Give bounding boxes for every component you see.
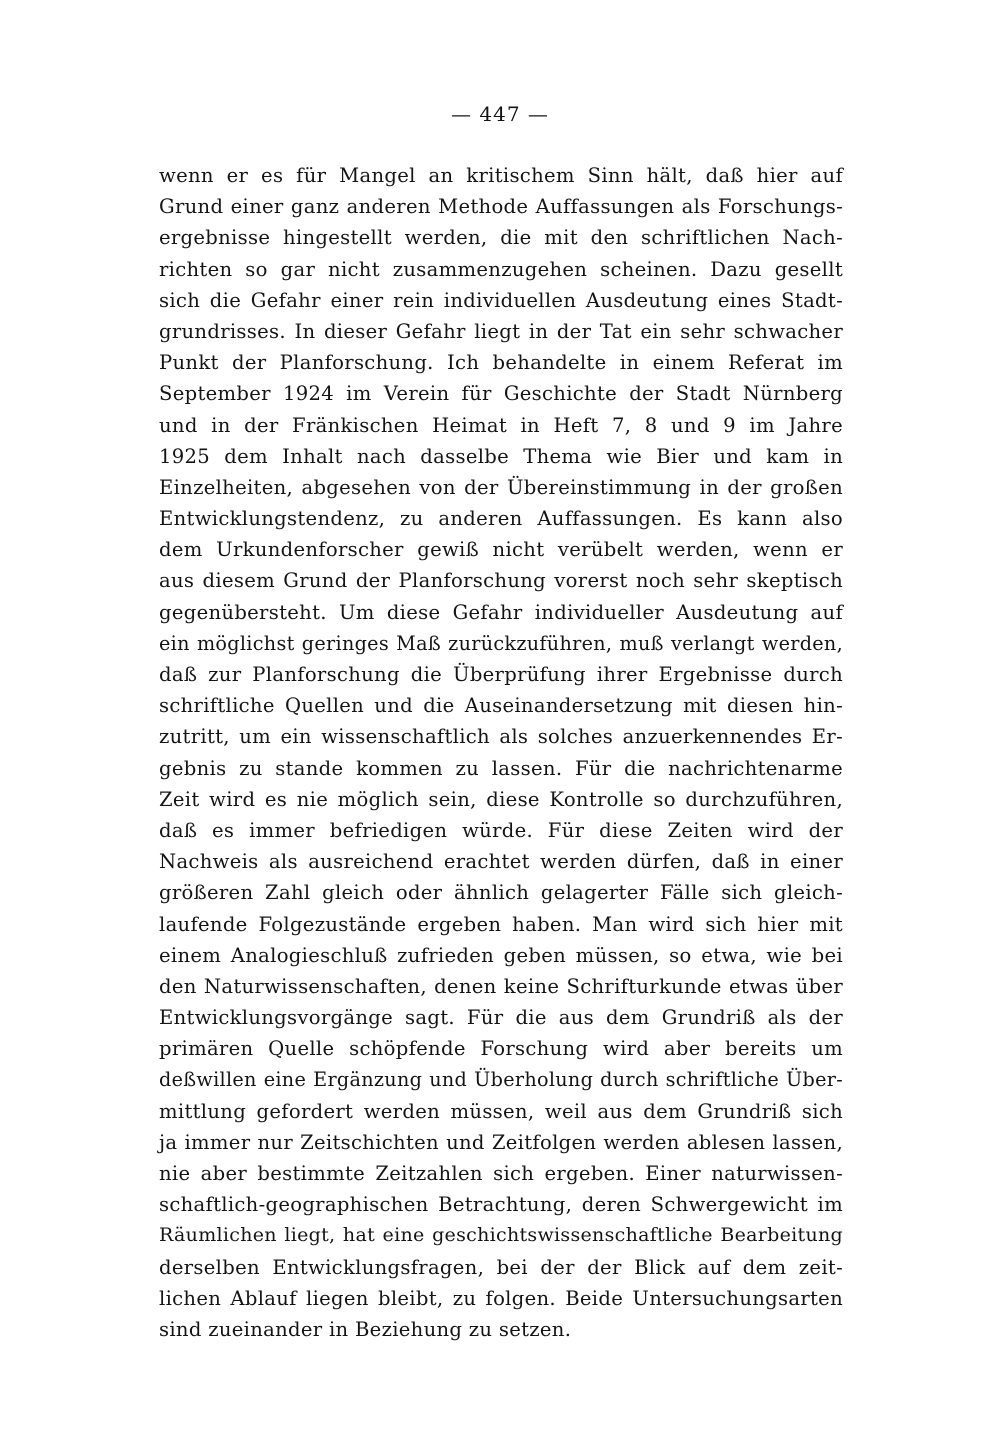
text-line: ergebnisse hingestellt werden, die mit den schriftlichen Nach- [159, 226, 843, 250]
text-line: daß es immer befriedigen würde. Für diese Zeiten wird der [159, 818, 843, 842]
text-line: nie aber bestimmte Zeitzahlen sich ergeben. Einer naturwissen- [159, 1162, 843, 1185]
text-line: schaftlich-geographischen Betrachtung, deren Schwergewicht im [159, 1193, 843, 1217]
text-line: lichen Ablauf liegen bleibt, zu folgen. Beide Untersuchungsarten [159, 1286, 843, 1310]
text-line: Einzelheiten, abgesehen von der Übereinstimmung in der großen [159, 475, 843, 499]
text-line: derselben Entwicklungsfragen, bei der der Blick auf dem zeit- [159, 1255, 843, 1279]
text-line: zutritt, um ein wissenschaftlich als solches anzuerkennendes Er- [159, 725, 843, 749]
text-line: und in der Fränkischen Heimat in Heft 7, 8 und 9 im Jahre [159, 413, 843, 437]
text-line: grundrisses. In dieser Gefahr liegt in der Tat ein sehr schwacher [159, 319, 843, 343]
text-line: ja immer nur Zeitschichten und Zeitfolgen werden ablesen lassen, [159, 1130, 843, 1154]
text-line: Räumlichen liegt, hat eine geschichtswissenschaftliche Bearbeitung [159, 1224, 843, 1247]
text-line: laufende Folgezustände ergeben haben. Man wird sich hier mit [159, 912, 843, 936]
text-line: einem Analogieschluß zufrieden geben müssen, so etwa, wie bei [159, 943, 843, 967]
text-line: Entwicklungstendenz, zu anderen Auffassungen. Es kann also [159, 507, 843, 531]
text-line: Grund einer ganz anderen Methode Auffassungen als Forschungs- [159, 195, 843, 219]
text-line: daß zur Planforschung die Überprüfung ihrer Ergebnisse durch [159, 663, 843, 686]
text-line: September 1924 im Verein für Geschichte der Stadt Nürnberg [159, 382, 843, 406]
text-line: aus diesem Grund der Planforschung vorerst noch sehr skeptisch [159, 569, 843, 593]
body-text [159, 160, 843, 1345]
text-line: mittlung gefordert werden müssen, weil aus dem Grundriß sich [159, 1099, 843, 1123]
text-line: schriftliche Quellen und die Auseinandersetzung mit diesen hin- [159, 694, 843, 718]
text-line: sich die Gefahr einer rein individuellen Ausdeutung eines Stadt- [159, 288, 843, 312]
text-line: den Naturwissenschaften, denen keine Schrifturkunde etwas über [159, 974, 843, 998]
page-number: — 447 — [451, 102, 549, 126]
text-line: Entwicklungsvorgänge sagt. Für die aus dem Grundriß als der [159, 1006, 843, 1030]
text-line: 1925 dem Inhalt nach dasselbe Thema wie Bier und kam in [159, 444, 843, 468]
text-line: primären Quelle schöpfende Forschung wird aber bereits um [159, 1037, 843, 1061]
text-line: gegenübersteht. Um diese Gefahr individueller Ausdeutung auf [159, 600, 843, 624]
text-line: wenn er es für Mangel an kritischem Sinn hält, daß hier auf [159, 164, 843, 187]
text-line: größeren Zahl gleich oder ähnlich gelagerter Fälle sich gleich- [159, 881, 843, 905]
text-line: deßwillen eine Ergänzung und Überholung durch schriftliche Über- [159, 1068, 843, 1092]
text-line: richten so gar nicht zusammenzugehen scheinen. Dazu gesellt [159, 257, 843, 281]
text-line: Punkt der Planforschung. Ich behandelte in einem Referat im [159, 351, 843, 375]
text-line: dem Urkundenforscher gewiß nicht verübelt werden, wenn er [159, 538, 843, 562]
text-line: sind zueinander in Beziehung zu setzen. [159, 1317, 572, 1341]
text-line: ein möglichst geringes Maß zurückzuführen, muß verlangt werden, [159, 631, 843, 655]
text-line: gebnis zu stande kommen zu lassen. Für die nachrichtenarme [159, 756, 843, 780]
text-line: Zeit wird es nie möglich sein, diese Kontrolle so durchzuführen, [159, 787, 843, 811]
text-line: Nachweis als ausreichend erachtet werden dürfen, daß in einer [159, 850, 843, 874]
